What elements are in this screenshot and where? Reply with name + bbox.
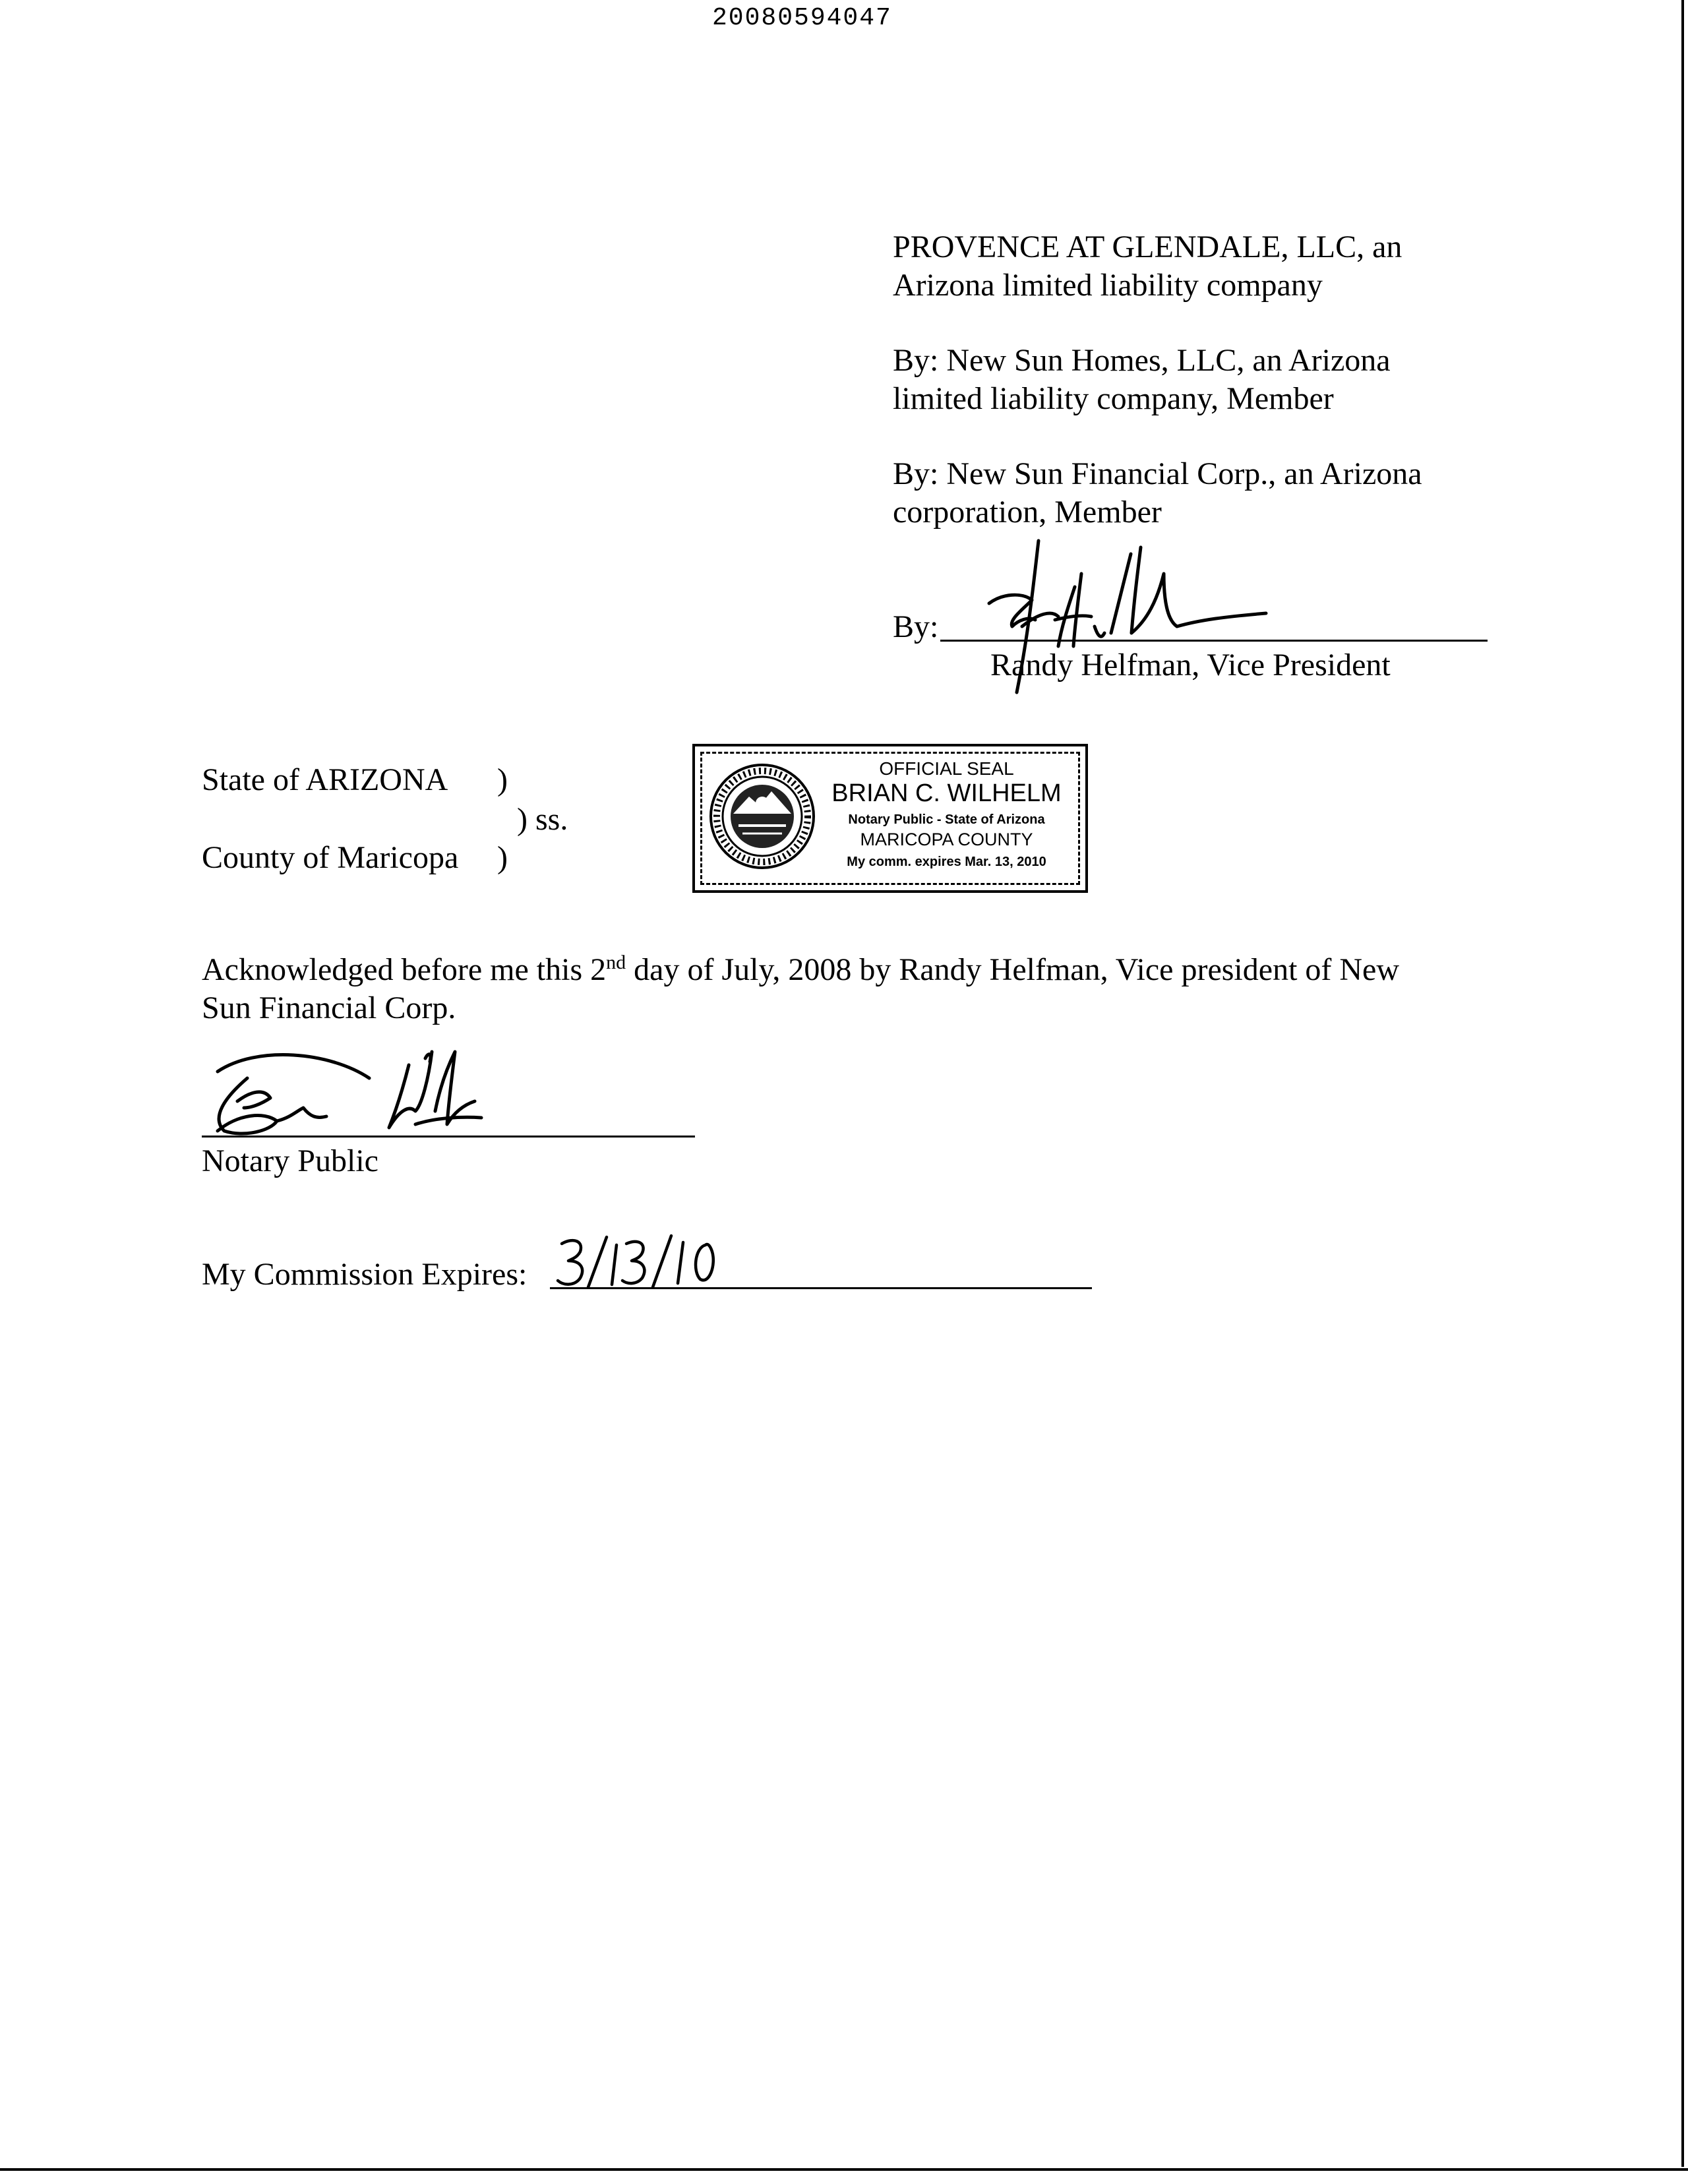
notary-seal-stamp [692,744,1088,893]
seal-line-notary-state: Notary Public - State of Arizona [848,812,1045,827]
acknowledgment-text-b: day of July, 2008 by Randy Helfman, Vice president of New [626,952,1400,987]
venue-state: State of ARIZONA [202,762,448,797]
commission-date-handwritten [554,1232,738,1291]
acknowledgment-line1 [202,951,1399,989]
by-label: By: [893,609,939,644]
by-corp-line1: By: New Sun Financial Corp., an Arizona [893,456,1422,491]
signer-caption: Randy Helfman, Vice President [990,648,1391,682]
by-member-line2: limited liability company, Member [893,381,1334,416]
venue-paren-1: ) [497,762,508,797]
notary-public-caption: Notary Public [202,1143,378,1178]
company-name-line1: PROVENCE AT GLENDALE, LLC, an [893,229,1402,264]
scan-bottom-border [0,2168,1688,2171]
by-member-line1: By: New Sun Homes, LLC, an Arizona [893,343,1391,378]
document-number: 20080594047 [712,4,892,32]
venue-ss: ) ss. [517,802,568,837]
officer-signature [976,528,1279,699]
commission-expires-label: My Commission Expires: [202,1257,528,1292]
company-name-line2: Arizona limited liability company [893,268,1323,303]
seal-line-notary-name: BRIAN C. WILHELM [831,779,1062,807]
seal-line-official-seal: OFFICIAL SEAL [879,758,1014,779]
notary-signature [198,1039,514,1151]
acknowledgment-text-a: Acknowledged before me this 2 [202,952,607,987]
acknowledgment-superscript: nd [606,952,626,973]
acknowledgment-line2: Sun Financial Corp. [202,990,456,1025]
venue-paren-2: ) [497,840,508,875]
seal-line-expiration: My comm. expires Mar. 13, 2010 [847,855,1046,869]
notary-signature-line [202,1136,695,1138]
seal-line-county: MARICOPA COUNTY [860,830,1033,849]
by-corp-line2: corporation, Member [893,495,1162,530]
venue-county: County of Maricopa [202,840,459,875]
arizona-seal-emblem [708,762,816,870]
scan-right-border [1681,0,1684,2167]
